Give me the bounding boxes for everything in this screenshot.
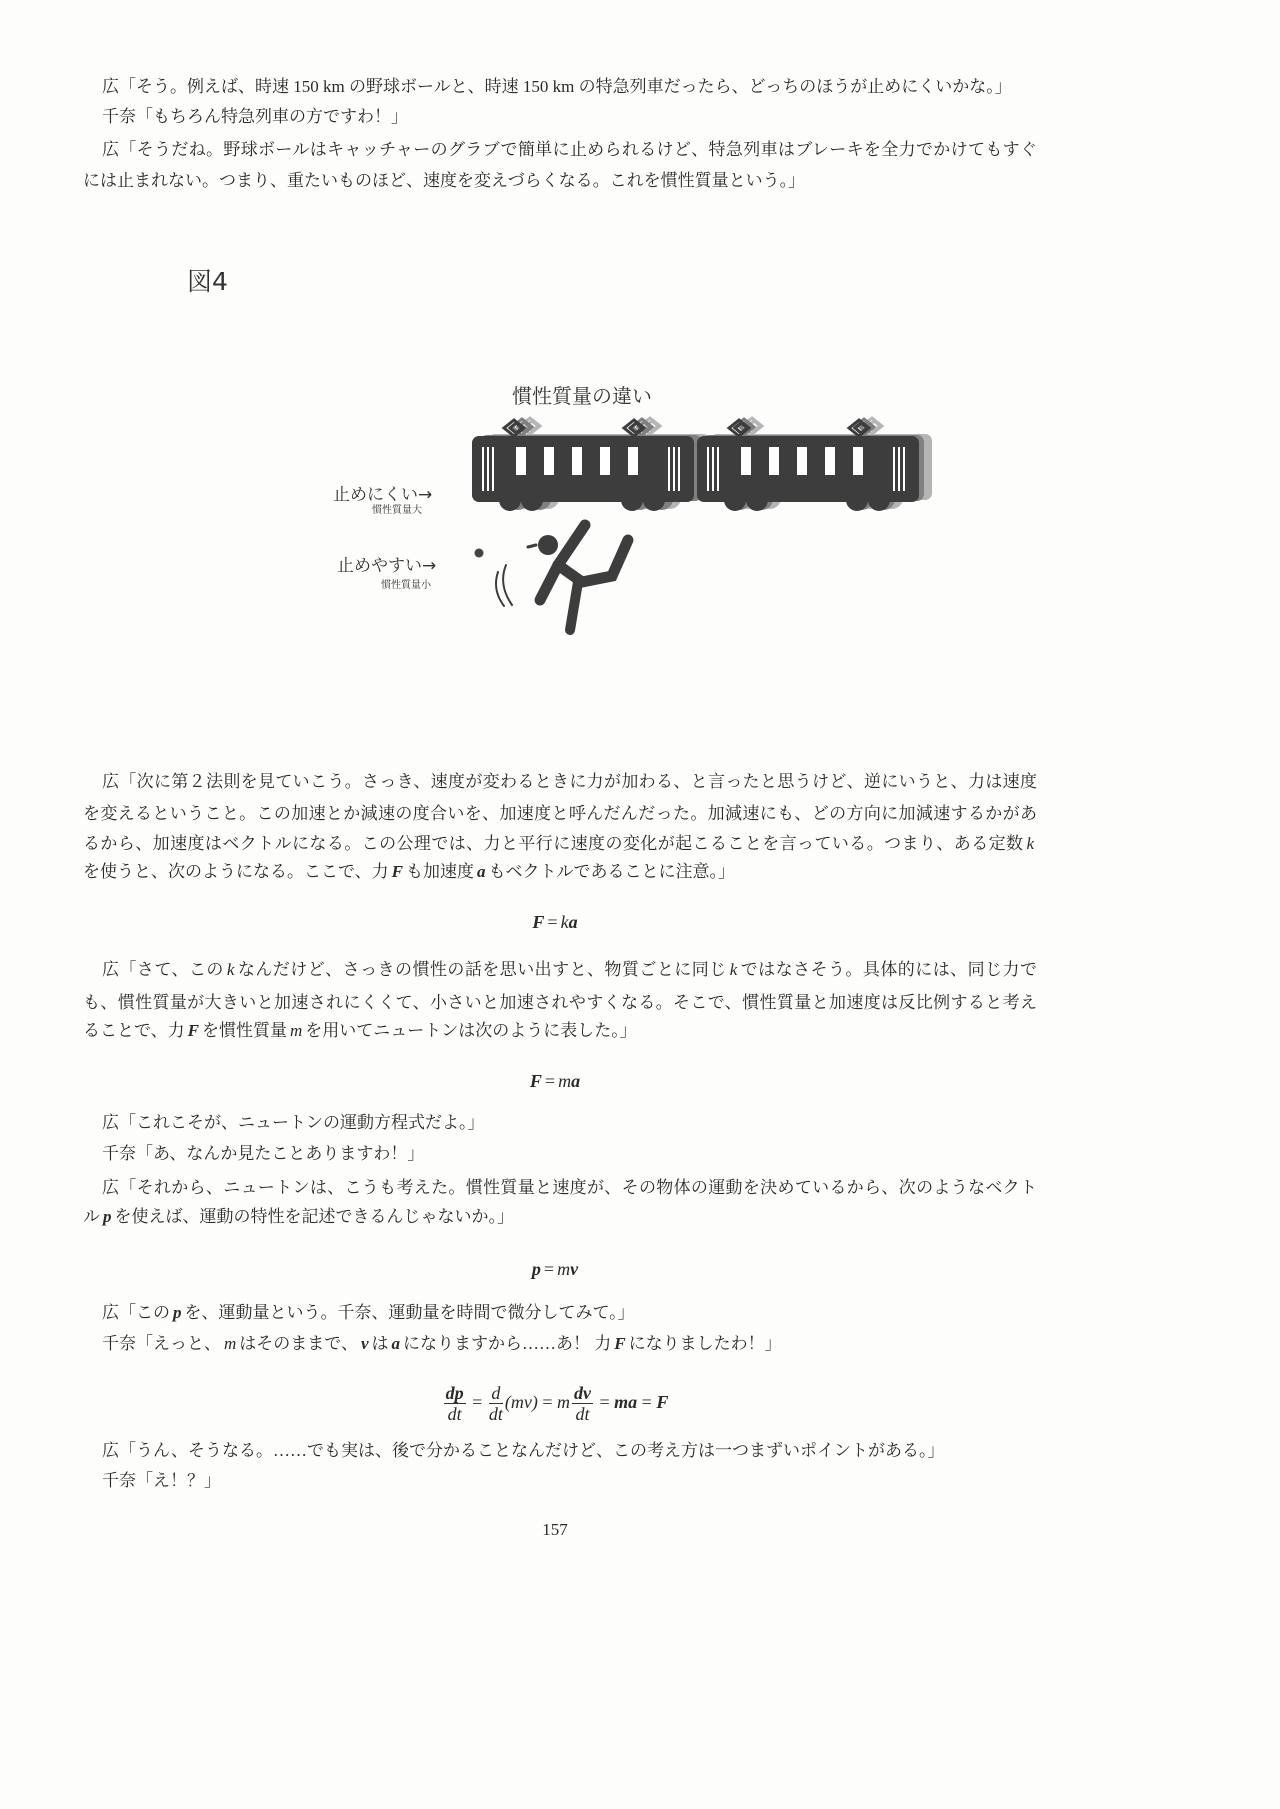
text-segment: dp (445, 1383, 464, 1404)
text-segment: 広「この (102, 1303, 170, 1322)
text-segment: = (472, 1392, 483, 1412)
text-line: を変えるということ。この加速とか減速の度合いを、加速度と呼んだんだった。加減速にも、どの方向に加減速するかがあ (83, 804, 1037, 823)
page-number: 157 (542, 1520, 568, 1539)
text-segment: なんだけど、さっきの慣性の話を思い出すと、物質ごとに同じ (237, 960, 727, 979)
text-line: 広「次に第２法則を見ていこう。さっき、速度が変わるときに力が加わる、と言ったと思うけど、逆にいうと、力は速度 (102, 772, 1037, 791)
label-hard-to-stop: 止めにくい→ (333, 485, 433, 505)
text-segment (489, 1383, 503, 1424)
equation-momentum-derivative (0, 1380, 1110, 1424)
pitcher-icon (496, 525, 628, 630)
text-segment: d (489, 1383, 503, 1404)
text-segment: dt (488, 1404, 503, 1425)
text-segment: はそのままで、 (239, 1334, 358, 1353)
label-large-inertia: 慣性質量大 (372, 505, 422, 516)
text-line: 千奈「あ、なんか見たことありますわ！」 (102, 1144, 425, 1163)
text-line (102, 1332, 782, 1356)
text-line (83, 1205, 514, 1229)
text-line: 千奈「え！？」 (102, 1471, 221, 1490)
text-segment: を用いてニュートンは次のように表した。」 (305, 1021, 637, 1040)
text-segment: 千奈「えっと、 (102, 1334, 221, 1353)
math-symbol: F (187, 1021, 200, 1040)
text-line: 広「そうだね。野球ボールはキャッチャーのグラブで簡単に止められるけど、特急列車はブレーキを全力でかけてもすぐ (102, 140, 1037, 159)
baseball-icon (475, 549, 484, 558)
text: も加速度 (406, 862, 475, 881)
text-segment: になりますから……あ！ 力 (403, 1334, 612, 1353)
text-segment: dt (575, 1404, 590, 1425)
text-segment: は (371, 1334, 389, 1353)
math-symbol: (mv) (504, 1392, 538, 1412)
math-k: k (1026, 834, 1034, 853)
math-a: a (477, 862, 486, 881)
figure-title: 慣性質量の違い (512, 384, 652, 408)
math-symbol: F (532, 912, 545, 932)
math-symbol: ma (614, 1392, 638, 1412)
label-easy-to-stop: 止めやすい→ (337, 556, 437, 576)
math-symbol: F (656, 1392, 669, 1412)
text-line: も、慣性質量が大きいと加速されにくくて、小さいと加速されやすくなる。そこで、慣性質量と加速度は反比例すると考え (83, 993, 1037, 1012)
label-small-inertia: 慣性質量小 (381, 580, 431, 591)
math-symbol: a (568, 912, 578, 932)
math-symbol: p (531, 1259, 541, 1279)
math-symbol: m (557, 1259, 571, 1279)
text-line (102, 1301, 635, 1325)
math-F: F (391, 862, 404, 881)
text-segment: ることで、力 (83, 1021, 185, 1040)
text-segment: を慣性質量 (202, 1021, 288, 1040)
math-symbol: k (560, 912, 569, 932)
equation-f-ma (0, 1069, 1110, 1093)
text-segment: dt (447, 1404, 462, 1425)
math-symbol: F (529, 1071, 542, 1091)
text-line (83, 832, 1037, 856)
text: を使うと、次のようになる。ここで、力 (83, 862, 389, 881)
math-symbol: p (173, 1303, 182, 1322)
equation-f-ka (0, 910, 1110, 934)
text-segment: = (544, 1071, 556, 1091)
train-icon (472, 418, 932, 511)
math-symbol: m (558, 1071, 572, 1091)
math-symbol: p (103, 1207, 112, 1226)
text-line (83, 860, 735, 884)
text-segment: = (542, 1392, 553, 1412)
text-line (102, 958, 1037, 982)
math-symbol: k (729, 960, 738, 979)
text-line: 千奈「もちろん特急列車の方ですわ！」 (102, 107, 408, 126)
text-line: 広「うん、そうなる。……でも実は、後で分かることなんだけど、この考え方は一つまずいポイントがある。」 (102, 1441, 945, 1460)
text: るから、加速度はベクトルになる。この公理では、力と平行に速度の変化が起こることを言っている。つまり、ある定数 (83, 834, 1024, 853)
math-symbol: v (360, 1334, 369, 1353)
text-line (83, 1019, 637, 1043)
text-segment (444, 1383, 466, 1424)
text-segment: ル (83, 1207, 100, 1226)
text-segment: を使えば、運動の特性を記述できるんじゃないか。」 (114, 1207, 514, 1226)
text-line: 広「そう。例えば、時速 150 km の野球ボールと、時速 150 km の特急列車だったら、どっちのほうが止めにくいかな。」 (102, 77, 1012, 96)
math-symbol: m (290, 1021, 303, 1040)
math-symbol: F (614, 1334, 626, 1353)
text: もベクトルであることに注意。」 (488, 862, 736, 881)
text-segment: dv (573, 1383, 591, 1404)
text-segment: = (543, 1259, 555, 1279)
text-segment: になりましたわ！」 (628, 1334, 782, 1353)
inertia-illustration (460, 405, 950, 645)
math-symbol: a (571, 1071, 581, 1091)
text-segment: = (547, 912, 558, 932)
text-line: 広「それから、ニュートンは、こうも考えた。慣性質量と速度が、その物体の運動を決めているから、次のようなベクト (102, 1178, 1037, 1197)
equation-p-mv (0, 1257, 1110, 1281)
text-segment: = (599, 1392, 610, 1412)
math-symbol: m (224, 1334, 237, 1353)
math-symbol: k (226, 960, 235, 979)
text-segment: ではなさそう。具体的には、同じ力で (740, 960, 1037, 979)
figure-label: 図4 (187, 267, 228, 296)
text-line: には止まれない。つまり、重たいものほど、速度を変えづらくなる。これを慣性質量という。」 (83, 171, 806, 190)
math-symbol: a (391, 1334, 400, 1353)
text-segment: 広「さて、この (102, 960, 224, 979)
math-symbol: m (556, 1392, 570, 1412)
text-segment (572, 1383, 593, 1424)
text-segment: = (641, 1392, 652, 1412)
text-segment: を、運動量という。千奈、運動量を時間で微分してみて。」 (184, 1303, 635, 1322)
math-symbol: v (570, 1259, 579, 1279)
text-line: 広「これこそが、ニュートンの運動方程式だよ。」 (102, 1113, 485, 1132)
